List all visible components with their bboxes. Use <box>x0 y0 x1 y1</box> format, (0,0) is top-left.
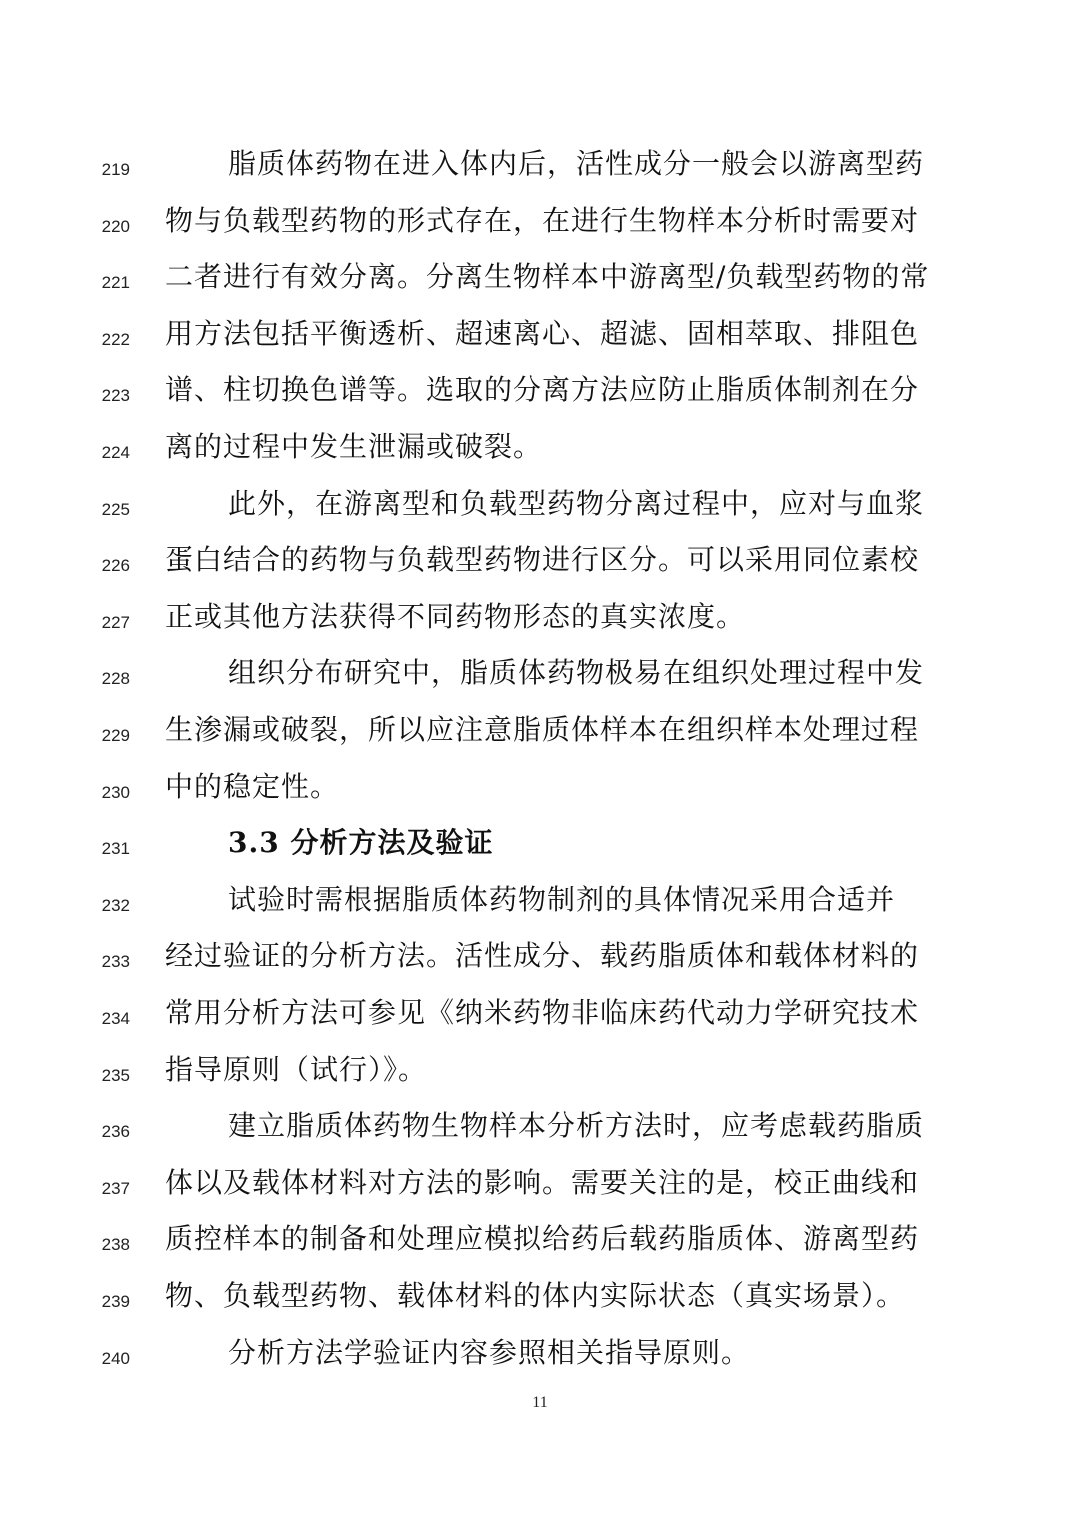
line-number: 239 <box>101 1292 130 1311</box>
text-line <box>0 1335 1080 1391</box>
paragraph-text: 指导原则（试行）》。 <box>165 1052 428 1086</box>
paragraph-text: 质控样本的制备和处理应模拟给药后载药脂质体、游离型药 <box>165 1222 920 1256</box>
line-number: 238 <box>101 1235 130 1255</box>
paragraph-text: 生渗漏或破裂，所以应注意脂质体样本在组织样本处理过程 <box>165 713 920 746</box>
line-number: 227 <box>101 612 130 632</box>
text-line <box>0 712 1080 768</box>
text-line <box>0 372 1080 428</box>
paragraph-text: 离的过程中发生泄漏或破裂。 <box>165 430 543 463</box>
paragraph-text: 二者进行有效分离。分离生物样本中游离型/负载型药物的常 <box>165 260 930 294</box>
line-number: 224 <box>101 443 130 462</box>
paragraph-text: 蛋白结合的药物与负载型药物进行区分。可以采用同位素校 <box>165 543 920 577</box>
line-number: 237 <box>101 1178 130 1198</box>
text-line <box>0 655 1080 711</box>
line-number: 235 <box>101 1065 130 1085</box>
paragraph-text: 体以及载体材料对方法的影响。需要关注的是，校正曲线和 <box>165 1165 920 1199</box>
line-number: 223 <box>101 386 130 406</box>
line-number: 228 <box>101 669 130 689</box>
paragraph-text: 经过验证的分析方法。活性成分、载药脂质体和载体材料的 <box>165 939 920 973</box>
line-number: 219 <box>101 160 130 179</box>
paragraph-text: 中的稳定性。 <box>165 769 340 803</box>
paragraph-text: 用方法包括平衡透析、超速离心、超滤、固相萃取、排阻色 <box>165 316 920 350</box>
paragraph-text: 建立脂质体药物生物样本分析方法时，应考虑载药脂质 <box>228 1109 925 1143</box>
paragraph-text: 分析方法学验证内容参照相关指导原则。 <box>228 1335 751 1369</box>
line-number: 236 <box>101 1122 130 1142</box>
text-line <box>0 486 1080 542</box>
line-number: 226 <box>101 556 130 576</box>
text-line <box>0 259 1080 315</box>
line-number: 225 <box>101 499 130 519</box>
text-line <box>0 542 1080 598</box>
paragraph-text: 谱、柱切换色谱等。选取的分离方法应防止脂质体制剂在分 <box>165 373 920 407</box>
paragraph-text: 物、负载型药物、载体材料的体内实际状态（真实场景）。 <box>165 1279 906 1312</box>
line-number: 220 <box>101 216 130 236</box>
text-line <box>0 1278 1080 1334</box>
paragraph-text: 物与负载型药物的形式存在，在进行生物样本分析时需要对 <box>165 203 920 237</box>
line-number: 240 <box>101 1348 130 1368</box>
line-number: 221 <box>101 273 130 293</box>
page-number: 11 <box>532 1394 548 1411</box>
text-line <box>0 882 1080 938</box>
paragraph-text: 脂质体药物在进入体内后，活性成分一般会以游离型药 <box>228 147 925 180</box>
text-line <box>0 938 1080 994</box>
paragraph-text: 正或其他方法获得不同药物形态的真实浓度。 <box>165 599 746 633</box>
text-line <box>0 769 1080 825</box>
line-number: 234 <box>101 1009 130 1028</box>
paragraph-text: 试验时需根据脂质体药物制剂的具体情况采用合适并 <box>228 882 896 916</box>
text-line <box>0 146 1080 202</box>
text-line <box>0 1221 1080 1277</box>
text-line <box>0 1165 1080 1221</box>
text-line <box>0 1108 1080 1164</box>
line-number: 231 <box>101 839 130 859</box>
text-line <box>0 995 1080 1051</box>
line-number: 233 <box>101 952 130 972</box>
paragraph-text: 组织分布研究中，脂质体药物极易在组织处理过程中发 <box>228 656 925 690</box>
text-line <box>0 316 1080 372</box>
line-number: 230 <box>101 782 130 802</box>
line-number: 229 <box>101 726 130 745</box>
paragraph-text: 此外，在游离型和负载型药物分离过程中，应对与血浆 <box>228 486 925 520</box>
text-line <box>0 825 1080 881</box>
text-line <box>0 203 1080 259</box>
paragraph-text: 常用分析方法可参见《纳米药物非临床药代动力学研究技术 <box>165 996 920 1029</box>
text-line <box>0 599 1080 655</box>
text-line <box>0 1052 1080 1108</box>
section-heading: 3.3 分析方法及验证 <box>228 826 494 860</box>
text-line <box>0 429 1080 485</box>
line-number: 232 <box>101 895 130 915</box>
line-number: 222 <box>101 329 130 349</box>
